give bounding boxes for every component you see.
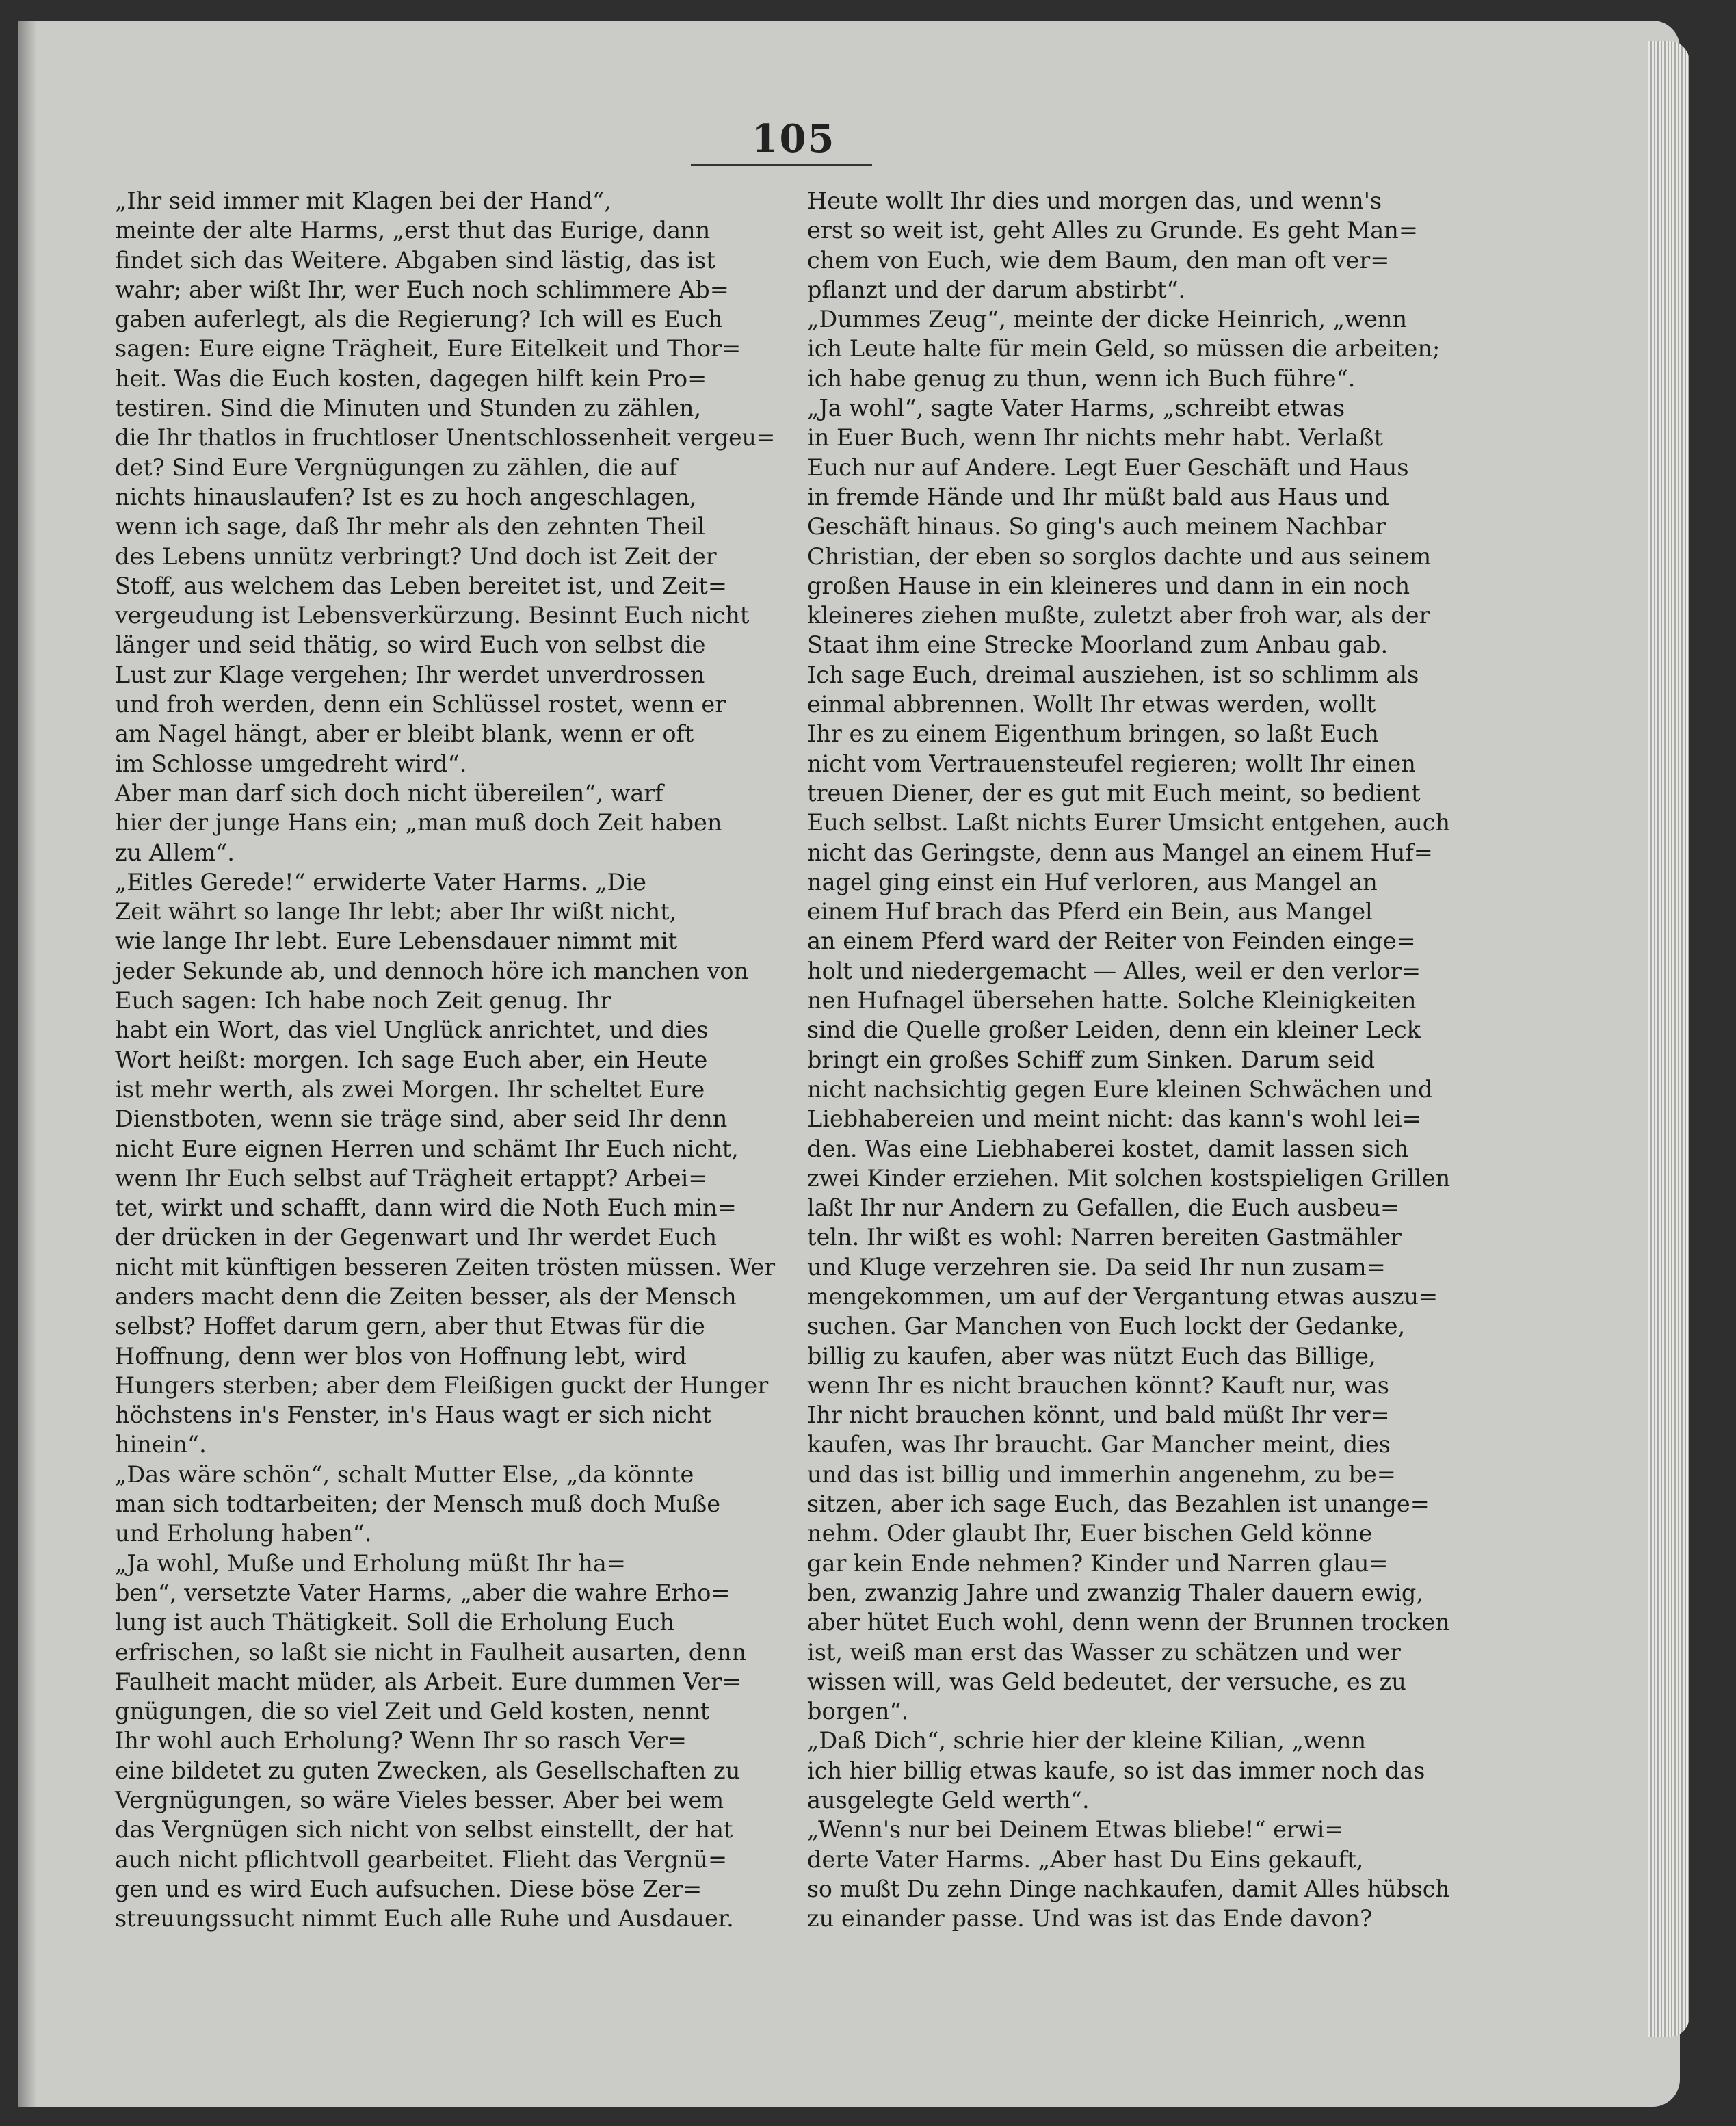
text-line: gnügungen, die so viel Zeit und Geld kosten, nennt — [115, 1698, 710, 1725]
text-line: Euch selbst. Laßt nichts Eurer Umsicht entgehen, auch — [807, 809, 1450, 837]
text-line: habt ein Wort, das viel Unglück anrichtet, und dies — [115, 1016, 709, 1044]
text-line: teln. Ihr wißt es wohl: Narren bereiten Gastmähler — [807, 1224, 1402, 1251]
text-line: Christian, der eben so sorglos dachte und aus seinem — [807, 542, 1432, 570]
text-line: laßt Ihr nur Andern zu Gefallen, die Euch ausbeu= — [807, 1194, 1399, 1222]
text-line: am Nagel hängt, aber er bleibt blank, wenn er oft — [115, 720, 694, 748]
text-line: ich Leute halte für mein Geld, so müssen die arbeiten; — [807, 335, 1441, 363]
text-line: Lust zur Klage vergehen; Ihr werdet unverdrossen — [115, 661, 705, 688]
text-line: man sich todtarbeiten; der Mensch muß doch Muße — [115, 1491, 721, 1518]
text-line: „Ja wohl, Muße und Erholung müßt Ihr ha= — [115, 1549, 626, 1577]
text-line: wahr; aber wißt Ihr, wer Euch noch schlimmere Ab= — [115, 276, 729, 303]
text-line: hier der junge Hans ein; „man muß doch Zeit haben — [115, 809, 722, 837]
text-line: und Kluge verzehren sie. Da seid Ihr nun zusam= — [807, 1253, 1386, 1281]
text-line: „Dummes Zeug“, meinte der dicke Heinrich, „wenn — [807, 306, 1408, 333]
text-line: bringt ein großes Schiff zum Sinken. Darum seid — [807, 1046, 1376, 1073]
page-header — [718, 116, 869, 161]
page-number: 105 — [751, 116, 836, 161]
text-line: nehm. Oder glaubt Ihr, Euer bischen Geld könne — [807, 1520, 1373, 1547]
text-line: ist mehr werth, als zwei Morgen. Ihr scheltet Eure — [115, 1075, 705, 1103]
text-line: des Lebens unnütz verbringt? Und doch ist Zeit der — [115, 542, 717, 570]
text-line: eine bildetet zu guten Zwecken, als Gesellschaften zu — [115, 1757, 741, 1784]
text-line: Euch sagen: Ich habe noch Zeit genug. Ihr — [115, 987, 611, 1014]
text-line: mengekommen, um auf der Vergantung etwas auszu= — [807, 1283, 1438, 1310]
text-line: ich habe genug zu thun, wenn ich Buch führe“. — [807, 365, 1356, 392]
text-line: testiren. Sind die Minuten und Stunden zu zählen, — [115, 395, 702, 422]
right-column — [807, 186, 1450, 1934]
text-line: nichts hinauslaufen? Ist es zu hoch angeschlagen, — [115, 483, 697, 510]
text-line: Liebhabereien und meint nicht: das kann's wohl lei= — [807, 1105, 1421, 1133]
text-line: tet, wirkt und schafft, dann wird die Noth Euch min= — [115, 1194, 737, 1222]
text-line: und Erholung haben“. — [115, 1520, 372, 1547]
text-line: länger und seid thätig, so wird Euch von selbst die — [115, 631, 706, 659]
text-line: nicht Eure eignen Herren und schämt Ihr Euch nicht, — [115, 1135, 739, 1162]
text-line: erst so weit ist, geht Alles zu Grunde. Es geht Man= — [807, 217, 1418, 244]
text-line: Geschäft hinaus. So ging's auch meinem Nachbar — [807, 513, 1386, 540]
page-gutter-shadow — [18, 21, 37, 2107]
text-line: sind die Quelle großer Leiden, denn ein kleiner Leck — [807, 1016, 1421, 1044]
text-line: so mußt Du zehn Dinge nachkaufen, damit Alles hübsch — [807, 1875, 1450, 1902]
text-line: nen Hufnagel übersehen hatte. Solche Kleinigkeiten — [807, 987, 1417, 1014]
text-line: in Euer Buch, wenn Ihr nichts mehr habt. Verlaßt — [807, 424, 1384, 451]
text-line: Staat ihm eine Strecke Moorland zum Anbau gab. — [807, 631, 1389, 659]
text-line: billig zu kaufen, aber was nützt Euch das Billige, — [807, 1342, 1376, 1369]
text-line: die Ihr thatlos in fruchtloser Unentschlossenheit vergeu= — [115, 424, 776, 451]
text-line: kleineres ziehen mußte, zuletzt aber froh war, als der — [807, 602, 1430, 629]
text-line: Euch nur auf Andere. Legt Euer Geschäft und Haus — [807, 454, 1409, 481]
text-line: streuungssucht nimmt Euch alle Ruhe und Ausdauer. — [115, 1905, 734, 1932]
text-line: „Daß Dich“, schrie hier der kleine Kilian, „wenn — [807, 1727, 1367, 1755]
text-line: meinte der alte Harms, „erst thut das Eurige, dann — [115, 217, 711, 244]
text-line: gen und es wird Euch aufsuchen. Diese böse Zer= — [115, 1875, 702, 1902]
text-line: chem von Euch, wie dem Baum, den man oft ver= — [807, 246, 1390, 274]
text-line: an einem Pferd ward der Reiter von Feinden einge= — [807, 928, 1416, 955]
text-line: nicht das Geringste, denn aus Mangel an einem Huf= — [807, 839, 1433, 866]
text-line: einem Huf brach das Pferd ein Bein, aus Mangel — [807, 898, 1373, 926]
text-line: Zeit währt so lange Ihr lebt; aber Ihr wißt nicht, — [115, 898, 677, 926]
text-line: zwei Kinder erziehen. Mit solchen kostspieligen Grillen — [807, 1164, 1451, 1192]
text-line: den. Was eine Liebhaberei kostet, damit lassen sich — [807, 1135, 1409, 1162]
text-line: Faulheit macht müder, als Arbeit. Eure dummen Ver= — [115, 1668, 741, 1695]
text-line: im Schlosse umgedreht wird“. — [115, 750, 467, 777]
text-line: gar kein Ende nehmen? Kinder und Narren glau= — [807, 1549, 1389, 1577]
text-line: Aber man darf sich doch nicht übereilen“, warf — [115, 779, 663, 806]
text-line: ben, zwanzig Jahre und zwanzig Thaler dauern ewig, — [807, 1579, 1423, 1606]
text-line: „Eitles Gerede!“ erwiderte Vater Harms. „Die — [115, 868, 646, 895]
text-line: Ich sage Euch, dreimal ausziehen, ist so schlimm als — [807, 661, 1419, 688]
text-line: nicht vom Vertrauensteufel regieren; wollt Ihr einen — [807, 750, 1416, 777]
text-line: nicht mit künftigen besseren Zeiten trösten müssen. Wer — [115, 1253, 776, 1281]
text-line: Vergnügungen, so wäre Vieles besser. Aber bei wem — [115, 1787, 724, 1814]
text-line: sitzen, aber ich sage Euch, das Bezahlen ist unange= — [807, 1491, 1430, 1518]
text-line: ich hier billig etwas kaufe, so ist das immer noch das — [807, 1757, 1425, 1784]
text-line: findet sich das Weitere. Abgaben sind lästig, das ist — [115, 246, 715, 274]
text-line: derte Vater Harms. „Aber hast Du Eins gekauft, — [807, 1846, 1364, 1873]
text-line: treuen Diener, der es gut mit Euch meint, so bedient — [807, 779, 1421, 806]
text-line: kaufen, was Ihr braucht. Gar Mancher meint, dies — [807, 1431, 1391, 1458]
text-line: zu einander passe. Und was ist das Ende davon? — [807, 1905, 1373, 1932]
text-line: auch nicht pflichtvoll gearbeitet. Flieht das Vergnü= — [115, 1846, 728, 1873]
text-line: ist, weiß man erst das Wasser zu schätzen und wer — [807, 1638, 1401, 1666]
text-line: lung ist auch Thätigkeit. Soll die Erholung Euch — [115, 1609, 674, 1636]
page-edges — [1648, 41, 1689, 2037]
left-column — [115, 186, 775, 1934]
text-line: wenn Ihr es nicht brauchen könnt? Kauft nur, was — [807, 1372, 1389, 1399]
text-line: pflanzt und der darum abstirbt“. — [807, 276, 1186, 303]
text-line: Ihr es zu einem Eigenthum bringen, so laßt Euch — [807, 720, 1379, 748]
text-line: selbst? Hoffet darum gern, aber thut Etwas für die — [115, 1313, 705, 1340]
text-line: Ihr nicht brauchen könnt, und bald müßt Ihr ver= — [807, 1402, 1390, 1429]
text-line: anders macht denn die Zeiten besser, als der Mensch — [115, 1283, 737, 1310]
text-line: Hungers sterben; aber dem Fleißigen guckt der Hunger — [115, 1372, 769, 1399]
text-line: und das ist billig und immerhin angenehm, zu be= — [807, 1460, 1396, 1488]
text-line: das Vergnügen sich nicht von selbst einstellt, der hat — [115, 1816, 733, 1843]
text-line: „Wenn's nur bei Deinem Etwas bliebe!“ erwi= — [807, 1816, 1344, 1843]
text-line: borgen“. — [807, 1698, 909, 1725]
text-line: zu Allem“. — [115, 839, 235, 866]
text-line: ausgelegte Geld werth“. — [807, 1787, 1090, 1814]
text-line: und froh werden, denn ein Schlüssel rostet, wenn er — [115, 691, 726, 718]
text-line: „Ihr seid immer mit Klagen bei der Hand“, — [115, 187, 611, 214]
text-line: wenn Ihr Euch selbst auf Trägheit ertappt? Arbei= — [115, 1164, 708, 1192]
text-line: vergeudung ist Lebensverkürzung. Besinnt Euch nicht — [115, 602, 750, 629]
text-line: holt und niedergemacht — Alles, weil er den verlor= — [807, 957, 1421, 984]
text-line: Dienstboten, wenn sie träge sind, aber seid Ihr denn — [115, 1105, 728, 1133]
text-line: gaben auferlegt, als die Regierung? Ich will es Euch — [115, 306, 723, 333]
text-line: Heute wollt Ihr dies und morgen das, und wenn's — [807, 187, 1382, 214]
text-line: nicht nachsichtig gegen Eure kleinen Schwächen und — [807, 1075, 1433, 1103]
text-line: wie lange Ihr lebt. Eure Lebensdauer nimmt mit — [115, 928, 678, 955]
text-line: jeder Sekunde ab, und dennoch höre ich manchen von — [115, 957, 749, 984]
text-line: „Ja wohl“, sagte Vater Harms, „schreibt etwas — [807, 395, 1345, 422]
text-line: Wort heißt: morgen. Ich sage Euch aber, ein Heute — [115, 1046, 708, 1073]
text-line: Stoff, aus welchem das Leben bereitet ist, und Zeit= — [115, 572, 727, 599]
text-line: Ihr wohl auch Erholung? Wenn Ihr so rasch Ver= — [115, 1727, 687, 1755]
text-line: einmal abbrennen. Wollt Ihr etwas werden, wollt — [807, 691, 1376, 718]
text-line: sagen: Eure eigne Trägheit, Eure Eitelkeit und Thor= — [115, 335, 741, 363]
text-line: erfrischen, so laßt sie nicht in Faulheit ausarten, denn — [115, 1638, 747, 1666]
text-line: „Das wäre schön“, schalt Mutter Else, „da könnte — [115, 1460, 694, 1488]
text-line: suchen. Gar Manchen von Euch lockt der Gedanke, — [807, 1313, 1406, 1340]
text-line: der drücken in der Gegenwart und Ihr werdet Euch — [115, 1224, 718, 1251]
text-line: nagel ging einst ein Huf verloren, aus Mangel an — [807, 868, 1378, 895]
text-line: aber hütet Euch wohl, denn wenn der Brunnen trocken — [807, 1609, 1450, 1636]
text-line: höchstens in's Fenster, in's Haus wagt er sich nicht — [115, 1402, 711, 1429]
text-line: in fremde Hände und Ihr müßt bald aus Haus und — [807, 483, 1389, 510]
text-line: Hoffnung, denn wer blos von Hoffnung lebt, wird — [115, 1342, 687, 1369]
text-line: heit. Was die Euch kosten, dagegen hilft kein Pro= — [115, 365, 707, 392]
text-line: großen Hause in ein kleineres und dann in ein noch — [807, 572, 1410, 599]
text-line: wenn ich sage, daß Ihr mehr als den zehnten Theil — [115, 513, 705, 540]
text-line: det? Sind Eure Vergnügungen zu zählen, die auf — [115, 454, 677, 481]
text-line: wissen will, was Geld bedeutet, der versuche, es zu — [807, 1668, 1406, 1695]
text-line: ben“, versetzte Vater Harms, „aber die wahre Erho= — [115, 1579, 731, 1606]
header-rule — [691, 164, 872, 166]
text-line: hinein“. — [115, 1431, 207, 1458]
